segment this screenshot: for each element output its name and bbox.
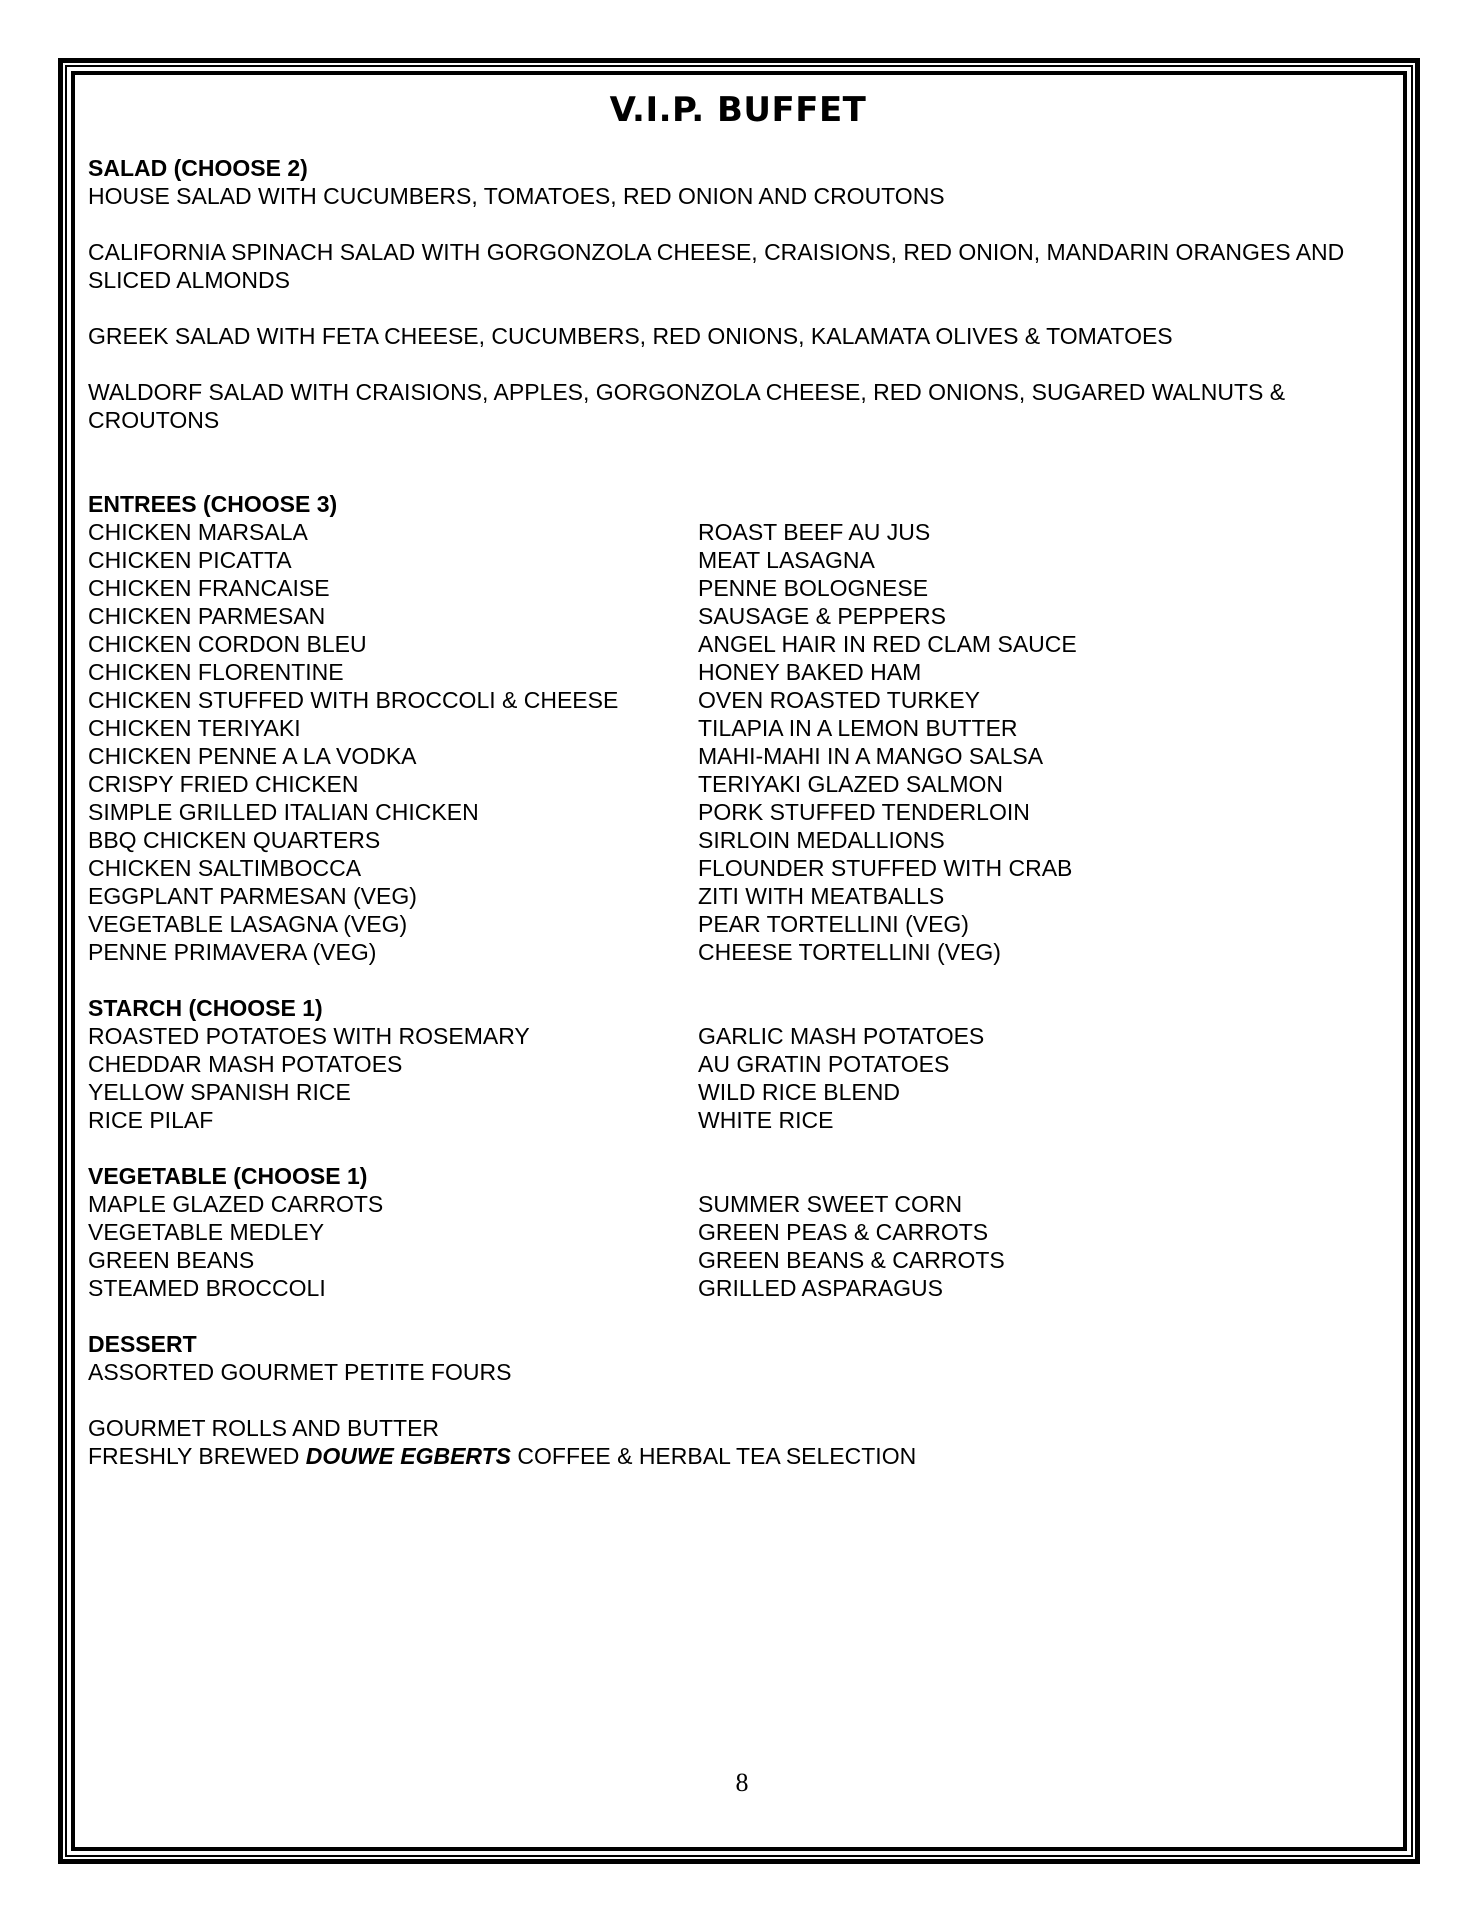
entree-item: CHICKEN PENNE A LA VODKA bbox=[88, 743, 417, 769]
vegetable-item: GRILLED ASPARAGUS bbox=[698, 1275, 943, 1301]
starch-item: GARLIC MASH POTATOES bbox=[698, 1023, 985, 1049]
vegetable-heading: VEGETABLE (CHOOSE 1) bbox=[88, 1163, 368, 1189]
entree-item: CHICKEN CORDON BLEU bbox=[88, 631, 367, 657]
entree-item: CHICKEN SALTIMBOCCA bbox=[88, 855, 362, 881]
starch-item: AU GRATIN POTATOES bbox=[698, 1051, 950, 1077]
dessert-item: ASSORTED GOURMET PETITE FOURS bbox=[88, 1359, 512, 1385]
dessert-heading: DESSERT bbox=[88, 1331, 197, 1357]
vegetable-item: STEAMED BROCCOLI bbox=[88, 1275, 326, 1301]
starch-heading: STARCH (CHOOSE 1) bbox=[88, 995, 323, 1021]
extras-section bbox=[88, 1414, 1388, 1470]
vegetable-item: VEGETABLE MEDLEY bbox=[88, 1219, 325, 1245]
starch-item: RICE PILAF bbox=[88, 1107, 214, 1133]
entree-item: SIMPLE GRILLED ITALIAN CHICKEN bbox=[88, 799, 479, 825]
vegetable-item: MAPLE GLAZED CARROTS bbox=[88, 1191, 384, 1217]
salad-item: GREEK SALAD WITH FETA CHEESE, CUCUMBERS, RED ONIONS, KALAMATA OLIVES & TOMATOES bbox=[88, 323, 1173, 349]
entrees-section bbox=[88, 490, 1388, 966]
entree-item: PEAR TORTELLINI (VEG) bbox=[698, 911, 969, 937]
page-number: 8 bbox=[735, 1768, 749, 1797]
vegetable-item: GREEN BEANS bbox=[88, 1247, 255, 1273]
entree-item: CHICKEN PARMESAN bbox=[88, 603, 326, 629]
entree-item: CHICKEN TERIYAKI bbox=[88, 715, 301, 741]
page-title: V.I.P. BUFFET bbox=[609, 90, 867, 130]
entree-item: BBQ CHICKEN QUARTERS bbox=[88, 827, 381, 853]
vegetable-list bbox=[88, 1190, 1388, 1302]
entree-item: HONEY BAKED HAM bbox=[698, 659, 922, 685]
entree-item: CHEESE TORTELLINI (VEG) bbox=[698, 939, 1001, 965]
coffee-brand: DOUWE EGBERTS bbox=[305, 1443, 512, 1469]
entree-item: TERIYAKI GLAZED SALMON bbox=[698, 771, 1004, 797]
entree-item: CRISPY FRIED CHICKEN bbox=[88, 771, 359, 797]
entree-item: CHICKEN MARSALA bbox=[88, 519, 308, 545]
salad-item: HOUSE SALAD WITH CUCUMBERS, TOMATOES, RED ONION AND CROUTONS bbox=[88, 183, 945, 209]
entree-item: FLOUNDER STUFFED WITH CRAB bbox=[698, 855, 1073, 881]
entree-item: CHICKEN FRANCAISE bbox=[88, 575, 330, 601]
entree-item: MAHI-MAHI IN A MANGO SALSA bbox=[698, 743, 1044, 769]
dessert-section bbox=[88, 1330, 1388, 1386]
coffee-prefix: FRESHLY BREWED bbox=[88, 1443, 306, 1469]
starch-item: ROASTED POTATOES WITH ROSEMARY bbox=[88, 1023, 530, 1049]
entrees-list bbox=[88, 518, 1388, 966]
entree-item: ANGEL HAIR IN RED CLAM SAUCE bbox=[698, 631, 1077, 657]
entrees-heading: ENTREES (CHOOSE 3) bbox=[88, 491, 338, 517]
entree-item: PENNE PRIMAVERA (VEG) bbox=[88, 939, 377, 965]
vegetable-item: GREEN BEANS & CARROTS bbox=[698, 1247, 1005, 1273]
entree-item: PENNE BOLOGNESE bbox=[698, 575, 929, 601]
starch-section bbox=[88, 994, 1388, 1134]
entree-item: SIRLOIN MEDALLIONS bbox=[698, 827, 945, 853]
salad-item: CALIFORNIA SPINACH SALAD WITH GORGONZOLA CHEESE, CRAISIONS, RED ONION, MANDARIN ORANGES AND SLICED ALMONDS bbox=[88, 239, 1345, 293]
coffee-suffix: COFFEE & HERBAL TEA SELECTION bbox=[511, 1443, 917, 1469]
menu-content bbox=[88, 88, 1388, 1470]
vegetable-item: SUMMER SWEET CORN bbox=[698, 1191, 963, 1217]
rolls-line: GOURMET ROLLS AND BUTTER bbox=[88, 1415, 440, 1441]
entree-item: OVEN ROASTED TURKEY bbox=[698, 687, 981, 713]
entree-item: CHICKEN PICATTA bbox=[88, 547, 292, 573]
entree-item: ZITI WITH MEATBALLS bbox=[698, 883, 945, 909]
entree-item: TILAPIA IN A LEMON BUTTER bbox=[698, 715, 1018, 741]
starch-list bbox=[88, 1022, 1388, 1134]
starch-item: WHITE RICE bbox=[698, 1107, 834, 1133]
entree-item: VEGETABLE LASAGNA (VEG) bbox=[88, 911, 408, 937]
entree-item: SAUSAGE & PEPPERS bbox=[698, 603, 946, 629]
vegetable-section bbox=[88, 1162, 1388, 1302]
salad-heading: SALAD (CHOOSE 2) bbox=[88, 155, 308, 181]
entree-item: ROAST BEEF AU JUS bbox=[698, 519, 931, 545]
coffee-line bbox=[88, 1442, 1388, 1470]
entree-item: MEAT LASAGNA bbox=[698, 547, 875, 573]
entree-item: CHICKEN FLORENTINE bbox=[88, 659, 344, 685]
entree-item: PORK STUFFED TENDERLOIN bbox=[698, 799, 1030, 825]
entree-item: EGGPLANT PARMESAN (VEG) bbox=[88, 883, 417, 909]
starch-item: YELLOW SPANISH RICE bbox=[88, 1079, 351, 1105]
salad-item: WALDORF SALAD WITH CRAISIONS, APPLES, GORGONZOLA CHEESE, RED ONIONS, SUGARED WALNUTS & CROUTONS bbox=[88, 379, 1286, 433]
starch-item: WILD RICE BLEND bbox=[698, 1079, 900, 1105]
starch-item: CHEDDAR MASH POTATOES bbox=[88, 1051, 403, 1077]
vegetable-item: GREEN PEAS & CARROTS bbox=[698, 1219, 989, 1245]
salad-section bbox=[88, 154, 1388, 434]
entree-item: CHICKEN STUFFED WITH BROCCOLI & CHEESE bbox=[88, 687, 619, 713]
